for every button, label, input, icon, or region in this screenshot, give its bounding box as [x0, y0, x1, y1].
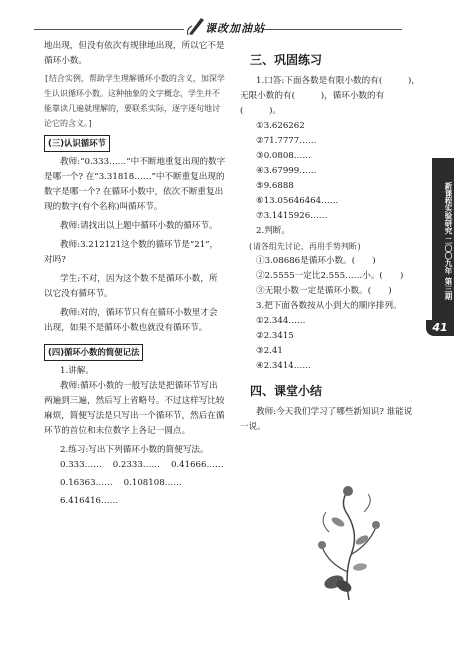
q2-item: ②2.5555一定比2.555……小。( ) — [256, 271, 404, 281]
q2-item: ①3.08686是循环小数。( ) — [256, 256, 376, 266]
q3-item: ③2.41 — [256, 346, 283, 356]
q2-item: ③无限小数一定是循环小数。( ) — [256, 286, 392, 296]
header-title: 课改加油站 — [205, 22, 265, 35]
question-2: 2.判断。 — [256, 226, 290, 236]
exercise-row-1 — [44, 458, 226, 473]
header-rule-left — [34, 29, 184, 30]
q1-item: ④3.67999…… — [256, 166, 317, 176]
paragraph-6: 1.讲解。 — [60, 366, 94, 376]
summary-text: 教师:今天我们学习了哪些新知识? 谁能说一说。 — [240, 407, 413, 432]
q1-item: ⑥13.05646464…… — [256, 196, 339, 206]
right-column — [240, 49, 420, 435]
section3-title: (三)认识循环节 — [44, 135, 110, 152]
teaching-note: [结合实例，帮助学生理解循环小数的含义，加深学生认识循环小数。这种抽象的文字概念，学生并不能靠读几遍就理解的，要联系实际，逐字逐句地讨论它的含义。] — [44, 74, 225, 128]
exercise-item: 0.41666…… — [170, 460, 224, 470]
flower-illustration — [304, 482, 394, 602]
q3-item: ②2.3415 — [256, 331, 294, 341]
paragraph-3: 教师:3.212121这个数的循环节是“21”，对吗? — [44, 240, 219, 265]
question-3: 3.把下面各数按从小到大的顺序排列。 — [256, 301, 402, 311]
exercise-row-2 — [44, 476, 226, 491]
paragraph-4: 学生:不对，因为这个数不是循环小数，所以它没有循环节。 — [44, 274, 218, 299]
paragraph-5: 教师:对的，循环节只有在循环小数里才会出现，如果不是循环小数也就没有循环节。 — [44, 308, 218, 333]
exercise-row-3 — [44, 494, 226, 509]
page-number: 41 — [426, 320, 454, 336]
q3-item: ①2.344…… — [256, 316, 306, 326]
q3-item: ④2.3414…… — [256, 361, 311, 371]
practice-section-title: 三、巩固练习 — [250, 53, 323, 67]
exercise-item: 0.2333…… — [112, 460, 160, 470]
summary-section-title: 四、课堂小结 — [250, 384, 323, 398]
section4-title: (四)循环小数的简便记法 — [44, 344, 143, 361]
q1-item: ②71.7777…… — [256, 136, 317, 146]
header-rule-right — [262, 29, 402, 30]
paragraph-1: 教师:“0.333……”中不断地重复出现的数字是哪一个? 在“3.31818……”中不断重复出现的数字是哪一个? 在循环小数中，依次不断重复出现的数字(有个名称)叫循环节。 — [44, 157, 226, 212]
paragraph-8: 2.练习:写出下列循环小数的简便写法。 — [60, 445, 209, 455]
paragraph-2: 教师:请找出以上题中循环小数的循环节。 — [60, 221, 218, 231]
q1-item: ③0.0808…… — [256, 151, 311, 161]
exercise-item: 0.108108…… — [123, 478, 182, 488]
question-1: 1.口答:下面各数是有限小数的有( )，无限小数的有( )，循环小数的有( )。 — [240, 76, 420, 116]
q1-item: ⑦3.1415926…… — [256, 211, 328, 221]
question-2-note: (请各组先讨论，再用手势判断) — [248, 242, 362, 251]
journal-sidebar: 新课程实验研究 二〇〇九年 第三期 — [432, 158, 454, 320]
intro-text: 地出现，但没有依次有规律地出现，所以它不是循环小数。 — [44, 41, 225, 66]
paragraph-7: 教师:循环小数的一般写法是把循环节写出两遍到三遍，然后写上省略号。不过这样写比较麻烦，简便写法是只写出一个循环节，然后在循环节的首位和末位数字上各记一圆点。 — [44, 381, 225, 436]
exercise-item: 0.333…… — [60, 460, 102, 470]
left-column — [44, 39, 226, 509]
q1-item: ⑤9.6888 — [256, 181, 294, 191]
exercise-item: 6.416416…… — [60, 496, 119, 506]
exercise-item: 0.16363…… — [60, 478, 113, 488]
pen-icon — [186, 14, 206, 36]
q1-item: ①3.626262 — [256, 121, 305, 131]
